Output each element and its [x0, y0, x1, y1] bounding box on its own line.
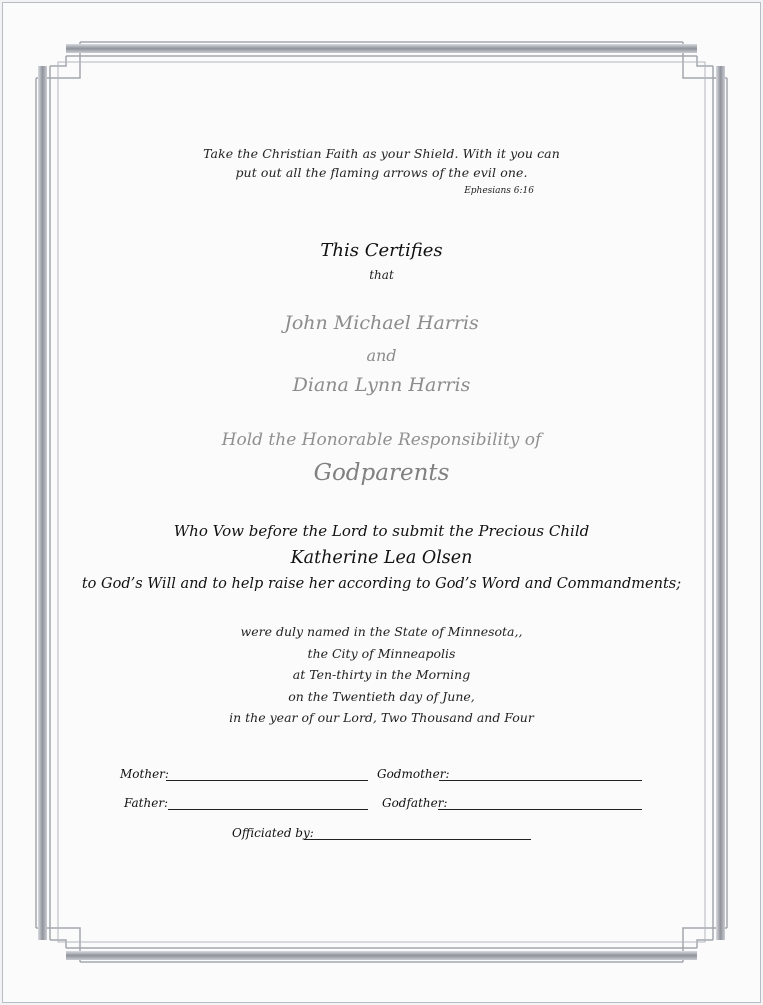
officiated-signature-line[interactable]	[304, 839, 531, 840]
godfather-signature-line[interactable]	[438, 809, 642, 810]
verse-line-1: Take the Christian Faith as your Shield. With it you can	[203, 146, 560, 161]
vow-line-2: to God’s Will and to help raise her according to God’s Word and Commandments;	[81, 576, 682, 592]
and-text: and	[366, 346, 397, 365]
detail-year: in the year of our Lord, Two Thousand and Four	[229, 710, 534, 725]
verse-line-2: put out all the flaming arrows of the evil one.	[235, 165, 528, 180]
godparent-name-1: John Michael Harris	[284, 312, 479, 334]
vow-line-1: Who Vow before the Lord to submit the Precious Child	[173, 522, 590, 540]
godparents-title: Godparents	[313, 460, 450, 486]
that-text: that	[369, 268, 394, 282]
detail-city: the City of Minneapolis	[307, 646, 456, 661]
mother-label: Mother:	[120, 767, 169, 781]
detail-state: were duly named in the State of Minnesota,,	[240, 624, 523, 639]
officiated-label: Officiated by:	[232, 826, 314, 840]
this-certifies-heading: This Certifies	[320, 240, 443, 261]
godmother-signature-line[interactable]	[439, 780, 642, 781]
mother-signature-line[interactable]	[166, 780, 368, 781]
godparent-name-2: Diana Lynn Harris	[292, 374, 471, 396]
father-label: Father:	[124, 796, 169, 810]
child-name: Katherine Lea Olsen	[290, 548, 473, 568]
father-signature-line[interactable]	[168, 809, 368, 810]
godmother-label: Godmother:	[377, 767, 450, 781]
verse-reference: Ephesians 6:16	[464, 186, 534, 196]
godfather-label: Godfather:	[382, 796, 448, 810]
detail-day: on the Twentieth day of June,	[288, 689, 475, 704]
detail-time: at Ten-thirty in the Morning	[292, 667, 471, 682]
honor-line: Hold the Honorable Responsibility of	[221, 430, 542, 450]
